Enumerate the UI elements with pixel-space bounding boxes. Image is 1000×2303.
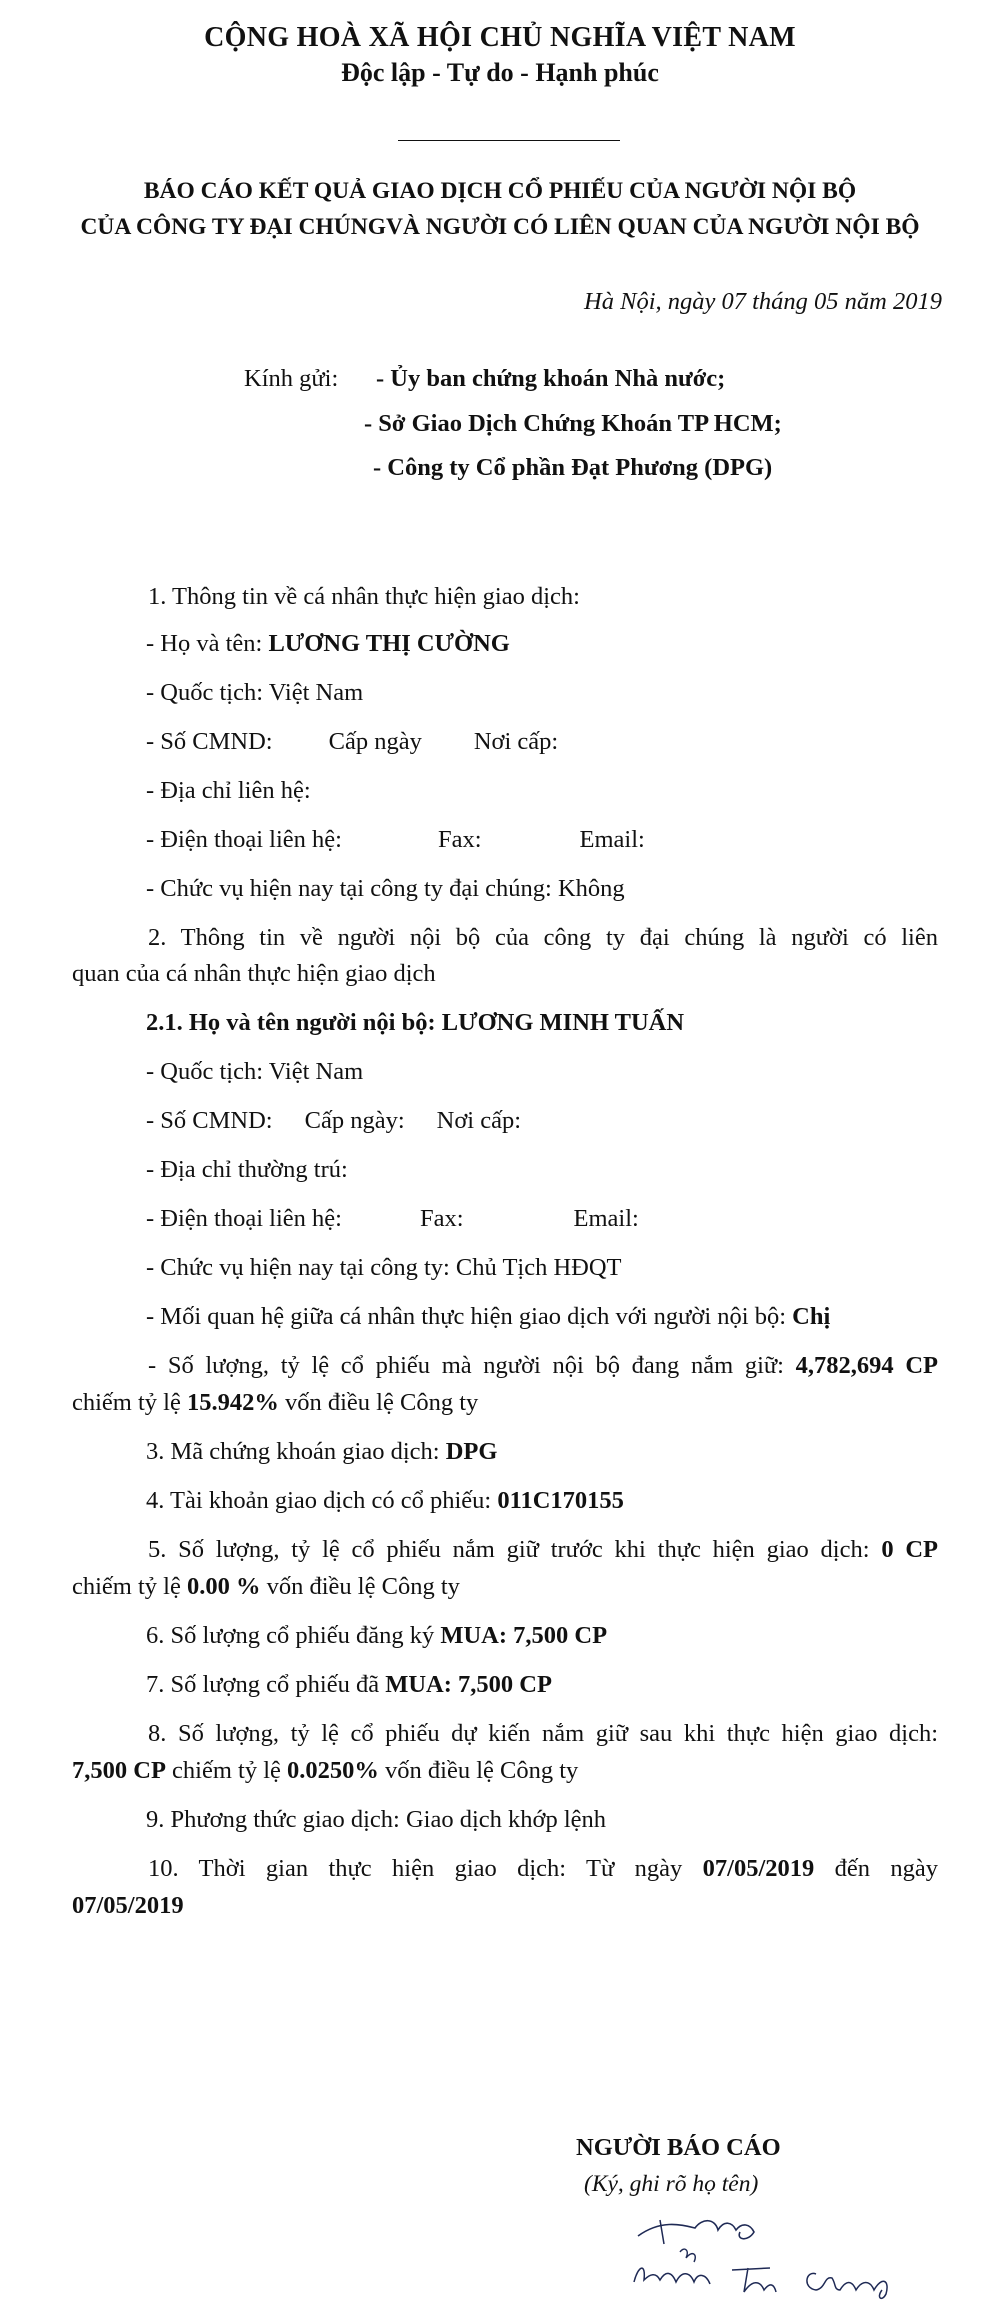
- national-motto: Độc lập - Tự do - Hạnh phúc: [341, 58, 659, 87]
- person-id-label: - Số CMND:: [146, 728, 273, 755]
- recipients-label: Kính gửi:: [244, 365, 339, 392]
- insider-contact-line: [146, 1205, 639, 1233]
- person-id-date-label: Cấp ngày: [328, 728, 422, 755]
- item7-line: [146, 1671, 552, 1699]
- person-fax-label: Fax:: [437, 826, 482, 853]
- stock-code: DPG: [445, 1438, 498, 1465]
- motto-underline: [398, 140, 620, 141]
- item10-mid: đến ngày: [814, 1855, 939, 1882]
- item10-from-date: 07/05/2019: [702, 1855, 815, 1882]
- item4-label: 4. Tài khoản giao dịch có cổ phiếu:: [146, 1487, 498, 1514]
- insider-position: - Chức vụ hiện nay tại công ty: Chủ Tịch HĐQT: [146, 1254, 622, 1281]
- item7-value: MUA: 7,500 CP: [385, 1671, 552, 1698]
- insider-id-line: [146, 1107, 521, 1135]
- report-date: Hà Nội, ngày 07 tháng 05 năm 2019: [584, 288, 942, 315]
- section2-heading-line2: quan của cá nhân thực hiện giao dịch: [72, 960, 436, 987]
- person-name-value: LƯƠNG THỊ CƯỜNG: [268, 630, 510, 657]
- item5-line2: [72, 1573, 460, 1601]
- item10-to-date: 07/05/2019: [72, 1892, 184, 1919]
- insider-holding-percent: 15.942%: [186, 1389, 279, 1416]
- insider-id-date-label: Cấp ngày:: [304, 1107, 405, 1134]
- person-contact-line: [146, 826, 645, 854]
- reporter-note: (Ký, ghi rõ họ tên): [584, 2171, 759, 2197]
- insider-holding-line2: [72, 1389, 478, 1417]
- item4-line: [146, 1487, 624, 1515]
- item6-value: MUA: 7,500 CP: [440, 1622, 608, 1649]
- section2-heading-line1: 2. Thông tin về người nội bộ của công ty đại chúng là người có liên: [148, 924, 938, 951]
- item8-shares: 7,500 CP: [72, 1757, 166, 1784]
- person-id-line: [146, 728, 558, 756]
- insider-relation-value: Chị: [792, 1303, 831, 1330]
- insider-email-label: Email:: [573, 1205, 639, 1232]
- item5-prefix: chiếm tỷ lệ: [72, 1573, 187, 1600]
- person-phone-label: - Điện thoại liên hệ:: [146, 826, 342, 853]
- item5-shares: 0 CP: [881, 1536, 938, 1563]
- national-title: CỘNG HOÀ XÃ HỘI CHỦ NGHĨA VIỆT NAM: [204, 22, 796, 53]
- item3-line: [146, 1438, 497, 1466]
- item5-suffix: vốn điều lệ Công ty: [260, 1573, 460, 1600]
- item10-line1: [148, 1855, 938, 1883]
- insider-holding-label: - Số lượng, tỷ lệ cổ phiếu mà người nội bộ đang nắm giữ:: [148, 1352, 796, 1379]
- insider-id-label: - Số CMND:: [146, 1107, 273, 1134]
- person-name-line: [146, 630, 510, 658]
- person-email-label: Email:: [579, 826, 645, 853]
- item5-percent: 0.00 %: [186, 1573, 261, 1600]
- handwritten-signature: [620, 2210, 950, 2300]
- reporter-title: NGƯỜI BÁO CÁO: [576, 2134, 781, 2161]
- insider-holding-prefix: chiếm tỷ lệ: [72, 1389, 187, 1416]
- item9-line: 9. Phương thức giao dịch: Giao dịch khớp lệnh: [146, 1806, 607, 1833]
- item5-label: 5. Số lượng, tỷ lệ cổ phiếu nắm giữ trước khi thực hiện giao dịch:: [148, 1536, 882, 1563]
- item8-suffix: vốn điều lệ Công ty: [378, 1757, 579, 1784]
- item6-line: [146, 1622, 607, 1650]
- report-title-line1: BÁO CÁO KẾT QUẢ GIAO DỊCH CỔ PHIẾU CỦA NGƯỜI NỘI BỘ: [143, 178, 857, 204]
- item8-line1: 8. Số lượng, tỷ lệ cổ phiếu dự kiến nắm giữ sau khi thực hiện giao dịch:: [148, 1720, 938, 1747]
- insider-address: - Địa chỉ thường trú:: [146, 1156, 348, 1183]
- insider-nationality: - Quốc tịch: Việt Nam: [146, 1058, 364, 1085]
- insider-holding-line1: [148, 1352, 938, 1380]
- insider-holding-shares: 4,782,694 CP: [795, 1352, 938, 1379]
- section1-heading: 1. Thông tin về cá nhân thực hiện giao dịch:: [148, 583, 580, 610]
- item5-line1: [148, 1536, 938, 1564]
- person-position: - Chức vụ hiện nay tại công ty đại chúng: Không: [146, 875, 625, 902]
- item8-mid: chiếm tỷ lệ: [165, 1757, 288, 1784]
- recipient-item: - Công ty Cổ phần Đạt Phương (DPG): [373, 454, 773, 481]
- insider-fax-label: Fax:: [419, 1205, 464, 1232]
- item8-percent: 0.0250%: [287, 1757, 379, 1784]
- item7-label: 7. Số lượng cổ phiếu đã: [146, 1671, 386, 1698]
- report-title-line2: CỦA CÔNG TY ĐẠI CHÚNGVÀ NGƯỜI CÓ LIÊN QUAN CỦA NGƯỜI NỘI BỘ: [80, 214, 920, 240]
- item6-label: 6. Số lượng cổ phiếu đăng ký: [146, 1622, 441, 1649]
- item3-label: 3. Mã chứng khoán giao dịch:: [146, 1438, 446, 1465]
- person-name-label: - Họ và tên:: [146, 630, 269, 657]
- person-id-place-label: Nơi cấp:: [473, 728, 559, 755]
- insider-relation-line: [146, 1303, 830, 1331]
- recipient-item: - Sở Giao Dịch Chứng Khoán TP HCM;: [364, 410, 782, 437]
- recipient-item: - Ủy ban chứng khoán Nhà nước;: [376, 365, 726, 392]
- insider-phone-label: - Điện thoại liên hệ:: [146, 1205, 342, 1232]
- insider-name: 2.1. Họ và tên người nội bộ: LƯƠNG MINH TUẤN: [146, 1009, 685, 1036]
- person-address: - Địa chỉ liên hệ:: [146, 777, 311, 804]
- insider-relation-label: - Mối quan hệ giữa cá nhân thực hiện giao dịch với người nội bộ:: [146, 1303, 793, 1330]
- item10-label: 10. Thời gian thực hiện giao dịch: Từ ngày: [148, 1855, 703, 1882]
- person-nationality: - Quốc tịch: Việt Nam: [146, 679, 364, 706]
- trading-account: 011C170155: [497, 1487, 624, 1514]
- insider-id-place-label: Nơi cấp:: [436, 1107, 522, 1134]
- insider-holding-suffix: vốn điều lệ Công ty: [278, 1389, 479, 1416]
- item8-line2: [72, 1757, 578, 1785]
